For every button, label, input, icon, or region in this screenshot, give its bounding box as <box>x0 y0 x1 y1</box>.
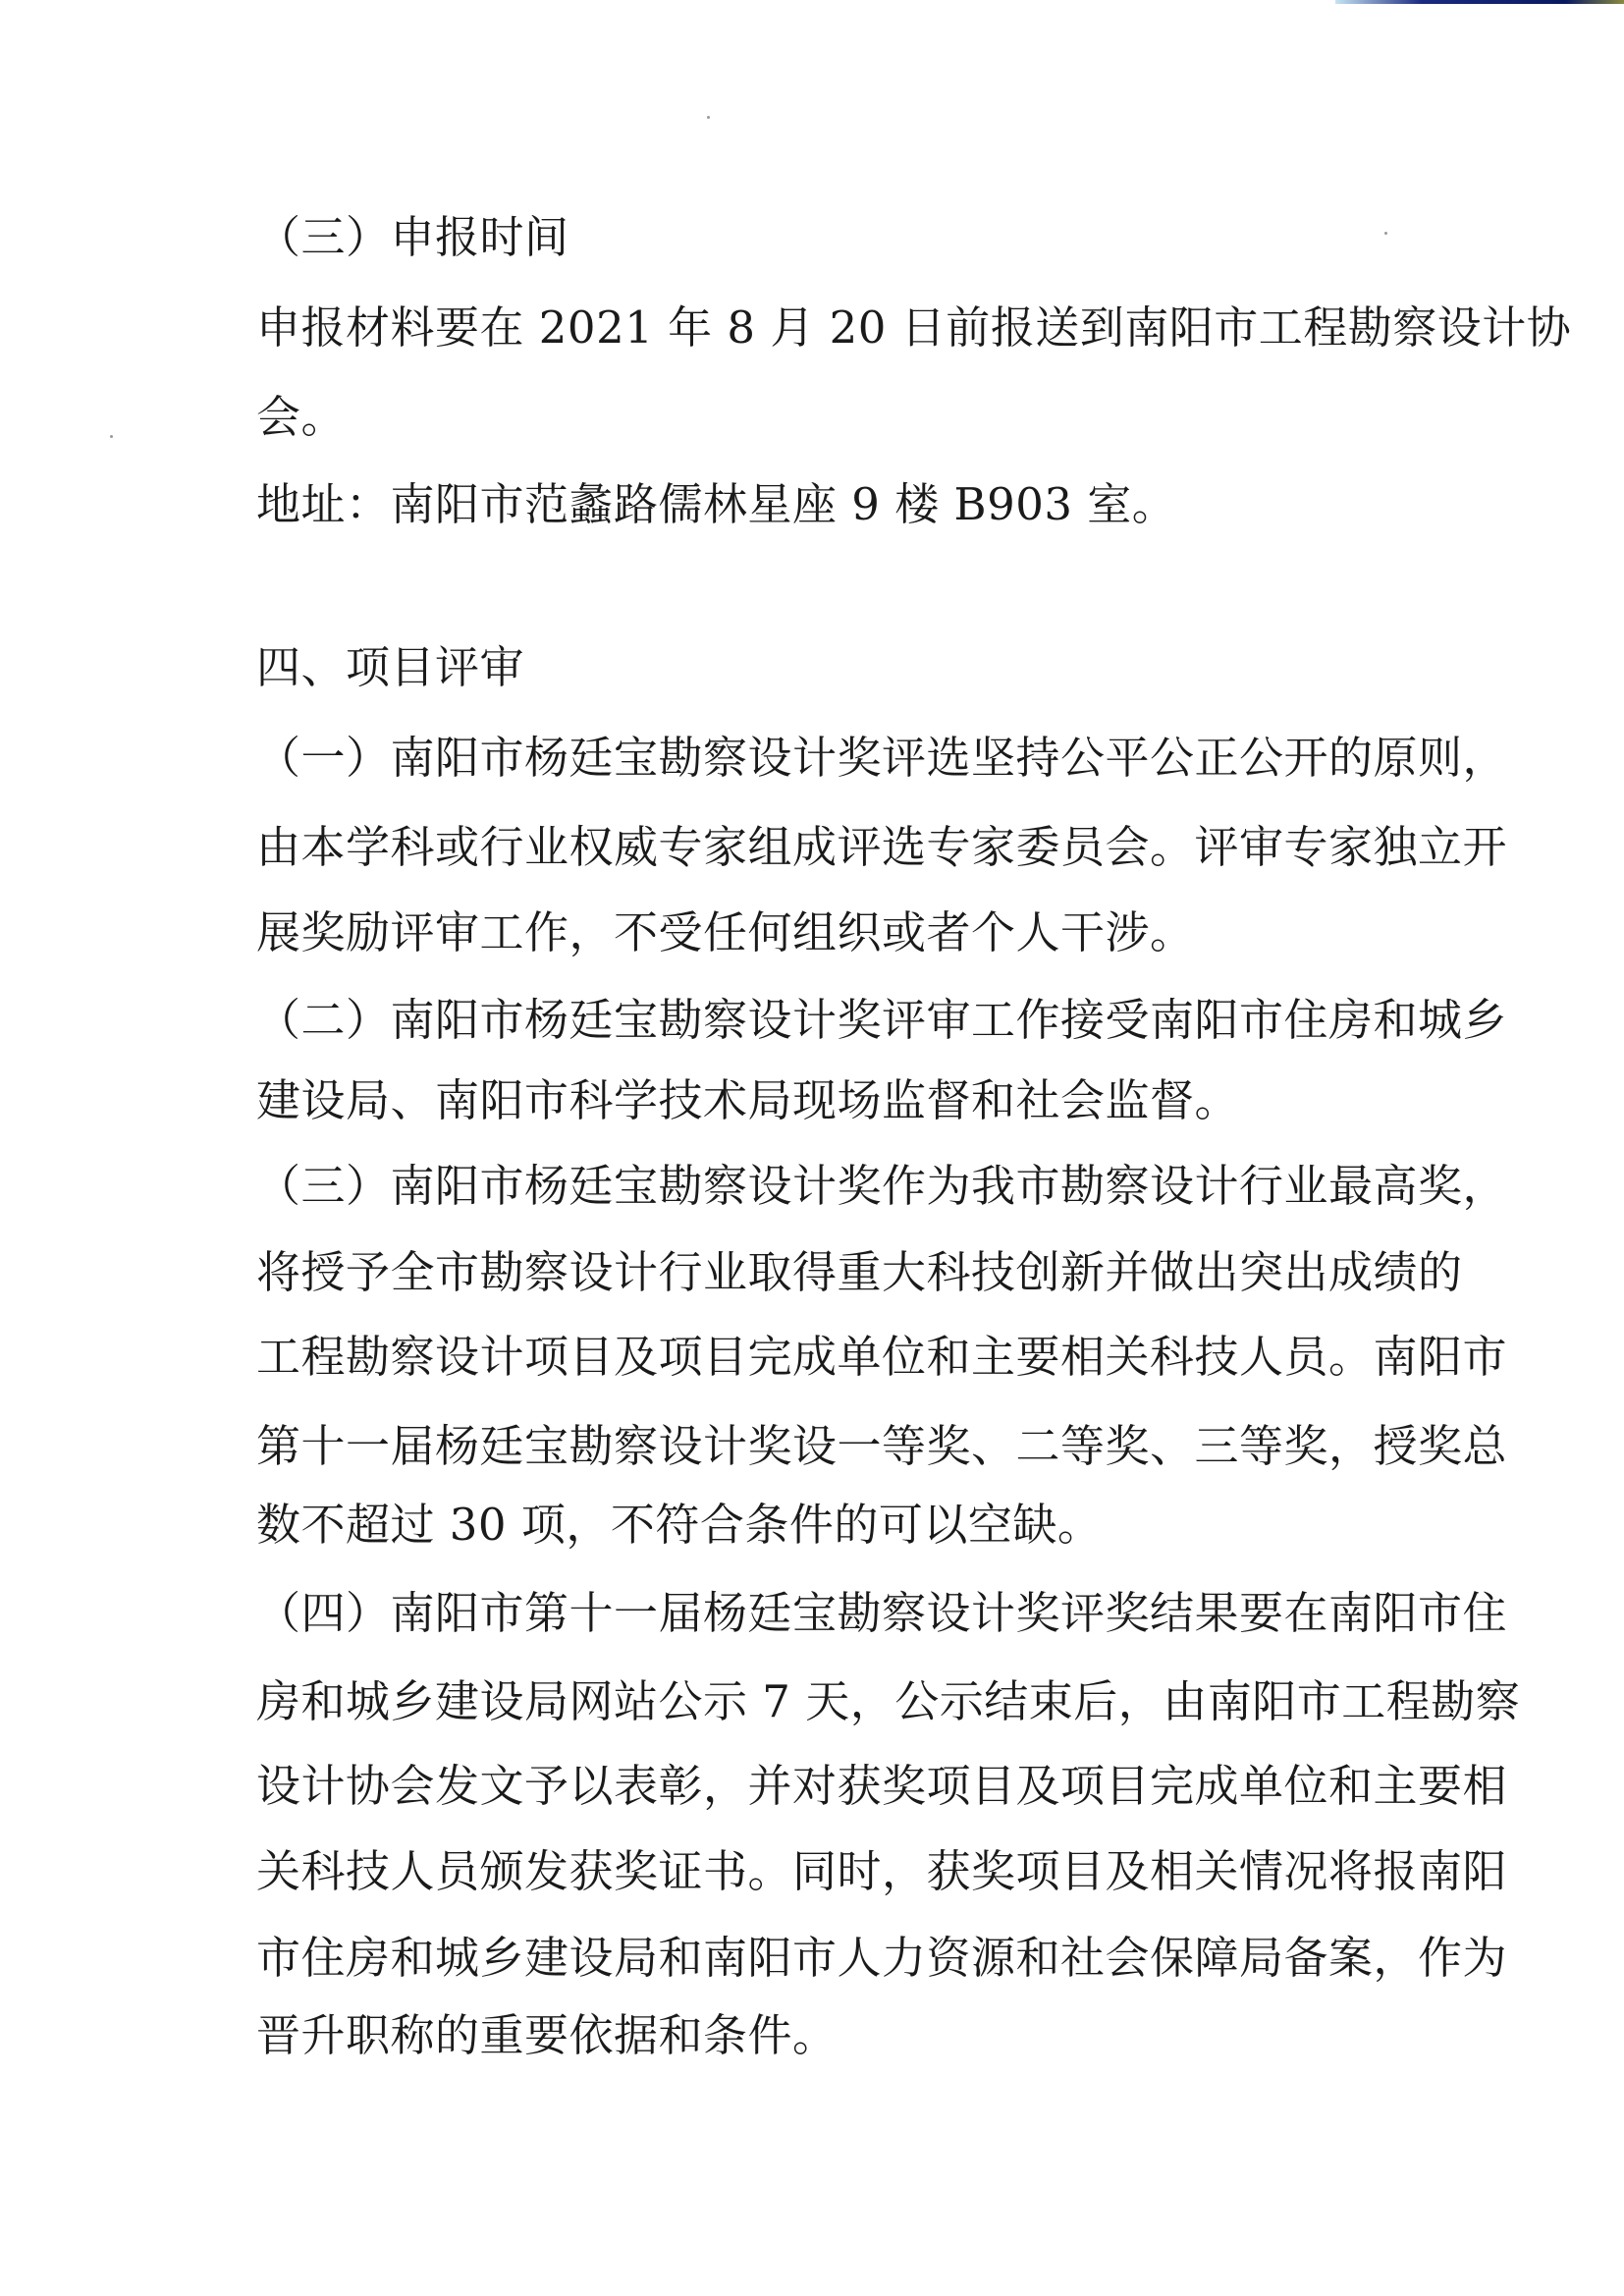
scan-speck <box>707 116 710 119</box>
paragraph-line: 工程勘察设计项目及项目完成单位和主要相关科技人员。南阳市 <box>256 1331 1508 1383</box>
paragraph-line: （三）南阳市杨廷宝勘察设计奖作为我市勘察设计行业最高奖， <box>256 1160 1508 1212</box>
paragraph-line: 会。 <box>256 391 347 443</box>
paragraph-line: 设计协会发文予以表彰，并对获奖项目及项目完成单位和主要相 <box>256 1760 1508 1812</box>
paragraph-line: （一）南阳市杨廷宝勘察设计奖评选坚持公平公正公开的原则， <box>256 732 1508 784</box>
scan-speck <box>1384 232 1387 235</box>
paragraph-line: 第十一届杨廷宝勘察设计奖设一等奖、二等奖、三等奖，授奖总 <box>256 1420 1508 1472</box>
section-heading-declaration-time: （三）申报时间 <box>256 211 569 263</box>
paragraph-line: 晋升职称的重要依据和条件。 <box>256 2009 838 2061</box>
paragraph-line: 关科技人员颁发获奖证书。同时，获奖项目及相关情况将报南阳 <box>256 1845 1508 1897</box>
scan-edge-artifact <box>1335 0 1624 4</box>
paragraph-line: 房和城乡建设局网站公示 7 天，公示结束后，由南阳市工程勘察 <box>256 1675 1521 1727</box>
address-line: 地址：南阳市范蠡路儒林星座 9 楼 B903 室。 <box>256 478 1177 530</box>
paragraph-line: 由本学科或行业权威专家组成评选专家委员会。评审专家独立开 <box>256 821 1508 873</box>
paragraph-line: （四）南阳市第十一届杨廷宝勘察设计奖评奖结果要在南阳市住 <box>256 1587 1508 1639</box>
paragraph-line: 申报材料要在 2021 年 8 月 20 日前报送到南阳市工程勘察设计协 <box>256 301 1572 354</box>
paragraph-line: 将授予全市勘察设计行业取得重大科技创新并做出突出成绩的 <box>256 1246 1463 1298</box>
paragraph-line: 展奖励评审工作，不受任何组织或者个人干涉。 <box>256 906 1195 958</box>
scan-speck <box>110 435 113 438</box>
paragraph-line: 市住房和城乡建设局和南阳市人力资源和社会保障局备案，作为 <box>256 1932 1508 1984</box>
paragraph-line: 数不超过 30 项，不符合条件的可以空缺。 <box>256 1499 1103 1551</box>
paragraph-line: 建设局、南阳市科学技术局现场监督和社会监督。 <box>256 1074 1240 1126</box>
section-heading-project-review: 四、项目评审 <box>256 641 525 693</box>
paragraph-line: （二）南阳市杨廷宝勘察设计奖评审工作接受南阳市住房和城乡 <box>256 994 1508 1046</box>
